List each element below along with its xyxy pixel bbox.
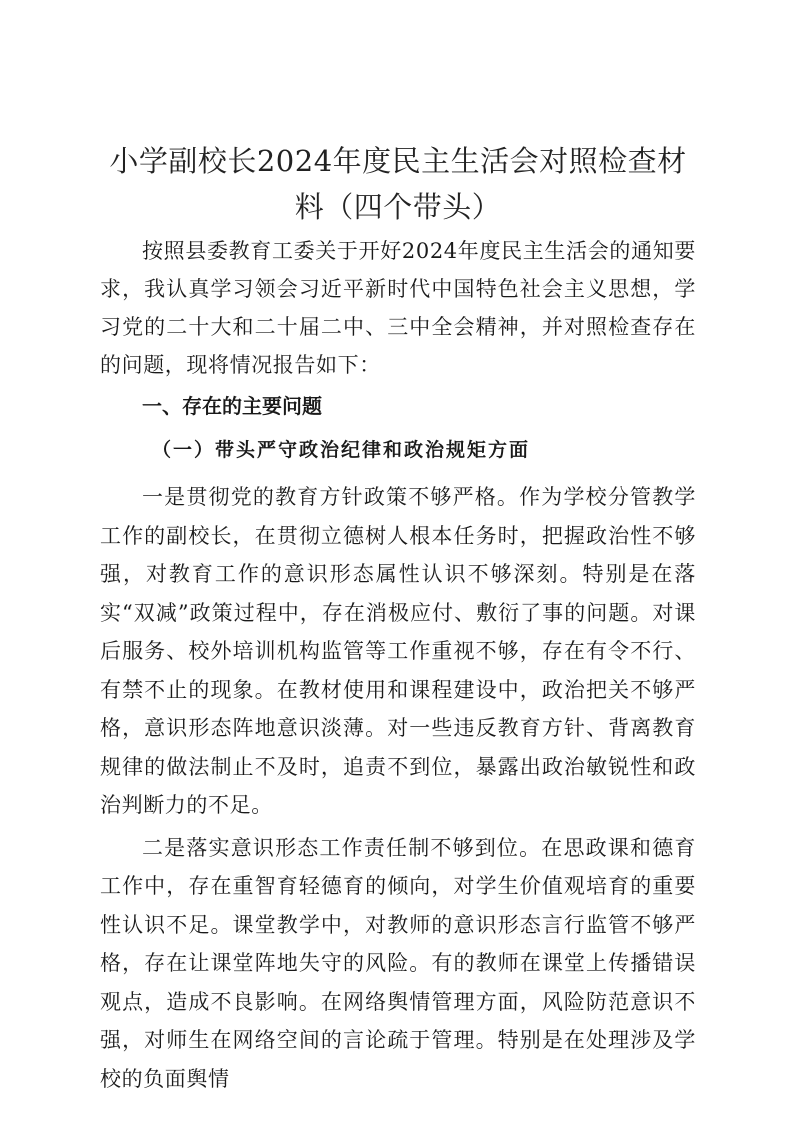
document-body <box>100 138 696 1102</box>
document-title: 小学副校长2024年度民主生活会对照检查材料（四个带头） <box>109 144 687 224</box>
intro-paragraph: 按照县委教育工委关于开好2024年度民主生活会的通知要求，我认真学习领会习近平新时代中国特色社会主义思想，学习党的二十大和二十届二中、三中全会精神，并对照检查存在的问题，现将情况报告如下： <box>100 239 696 377</box>
subsection-heading: （一）带头严守政治纪律和政治规矩方面 <box>152 439 531 461</box>
body-paragraph-1: 一是贯彻党的教育方针政策不够严格。作为学校分管教学工作的副校长，在贯彻立德树人根本任务时，把握政治性不够强，对教育工作的意识形态属性认识不够深刻。特别是在落实“双减”政策过程中，存在消极应付、敷衍了事的问题。对课后服务、校外培训机构监管等工作重视不够，存在有令不行、有禁不止的现象。在教材使用和课程建设中，政治把关不够严格，意识形态阵地意识淡薄。对一些违反教育方针、背离教育规律的做法制止不及时，追责不到位，暴露出政治敏锐性和政治判断力的不足。 <box>100 485 696 817</box>
body-paragraph-2: 二是落实意识形态工作责任制不够到位。在思政课和德育工作中，存在重智育轻德育的倾向，对学生价值观培育的重要性认识不足。课堂教学中，对教师的意识形态言行监管不够严格，存在让课堂阵地失守的风险。有的教师在课堂上传播错误观点，造成不良影响。在网络舆情管理方面，风险防范意识不强，对师生在网络空间的言论疏于管理。特别是在处理涉及学校的负面舆情 <box>100 835 696 1091</box>
section-heading: 一、存在的主要问题 <box>142 394 322 418</box>
